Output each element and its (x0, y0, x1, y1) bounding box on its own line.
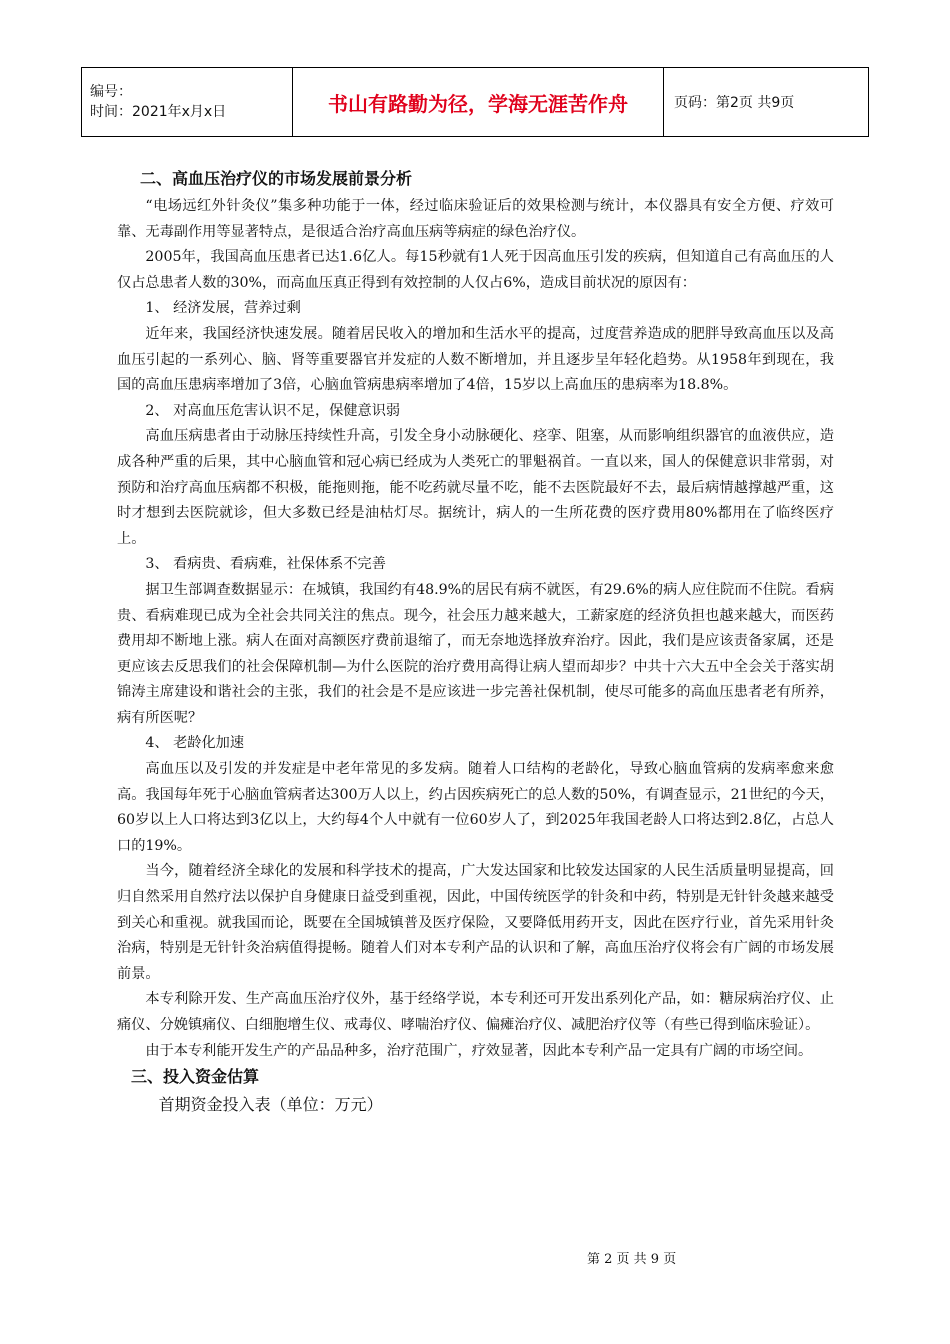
reason-2-text: 高血压病患者由于动脉压持续性升高，引发全身小动脉硬化、痉挛、阻塞，从而影响组织器官的血液供应，造成各种严重的后果，其中心脑血管和冠心病已经成为人类死亡的罪魁祸首。一直以来，国人的保健意识非常弱，对预防和治疗高血压病都不积极，能拖则拖，能不吃药就尽量不吃，能不去医院最好不去，最后病情越撑越严重，这时才想到去医院就诊，但大多数已经是油枯灯尽。据统计，病人的一生所花费的医疗费用80%都用在了临终医疗上。 (117, 428, 834, 547)
reason-3-text: 据卫生部调查数据显示：在城镇，我国约有48.9%的居民有病不就医，有29.6%的病人应住院而不住院。看病贵、看病难现已成为全社会共同关注的焦点。现今，社会压力越来越大，工薪家庭的经济负担也越来越大，而医药费用却不断地上涨。病人在面对高额医疗费前退缩了，而无奈地选择放弃治疗。因此，我们是应该责备家属，还是更应该去反思我们的社会保障机制—为什么医院的治疗费用高得让病人望而却步？中共十六大五中全会关于落实胡锦涛主席建设和谐社会的主张，我们的社会是不是应该进一步完善社保机制，使尽可能多的高血压患者老有所养，病有所医呢？ (117, 581, 834, 726)
paragraph-conclusion: 由于本专利能开发生产的产品品种多，治疗范围广，疗效显著，因此本专利产品一定具有广阔的市场空间。 (145, 1042, 813, 1059)
paragraph-global: 当今，随着经济全球化的发展和科学技术的提高，广大发达国家和比较发达国家的人民生活质量明显提高，回归自然采用自然疗法以保护自身健康日益受到重视，因此，中国传统医学的针灸和中药，特别是无针针灸越来越受到关心和重视。就我国而论，既要在全国城镇普及医疗保险，又要降低用药开支，因此在医疗行业，首先采用针灸治病，特别是无针针灸治病值得提畅。随着人们对本专利产品的认识和了解，高血压治疗仪将会有广阔的市场发展前景。 (117, 863, 834, 982)
header-table (81, 67, 869, 137)
header-left-cell (82, 68, 293, 137)
paragraph-intro: “电场远红外针灸仪”集多种功能于一体，经过临床验证后的效果检测与统计，本仪器具有安全方便、疗效可靠、无毒副作用等显著特点，是很适合治疗高血压病等病症的绿色治疗仪。 (117, 198, 834, 240)
footer-page-number: 第 2 页 共 9 页 (587, 1252, 677, 1267)
document-date-label: 时间：2021年x月x日 (90, 104, 227, 120)
section3-title: 三、投入资金估算 (131, 1067, 260, 1087)
paragraph-stats: 2005年，我国高血压患者已达1.6亿人。每15秒就有1人死于因高血压引发的疾病，但知道自己有高血压的人仅占总患者人数的30%，而高血压真正得到有效控制的人仅占6%，造成目前状况的原因有： (117, 249, 834, 291)
header-page-label: 页码：第2页 共9页 (664, 68, 869, 137)
document-number-label: 编号： (90, 84, 132, 100)
table-caption: 首期资金投入表（单位：万元） (158, 1095, 383, 1115)
document-body (117, 168, 834, 1118)
section2-title: 二、高血压治疗仪的市场发展前景分析 (140, 169, 413, 188)
reason-2-title: 2、 对高血压危害认识不足，保健意识弱 (145, 402, 401, 419)
reason-4-title: 4、 老龄化加速 (145, 735, 245, 752)
reason-1-text: 近年来，我国经济快速发展。随着居民收入的增加和生活水平的提高，过度营养造成的肥胖导致高血压以及高血压引起的一系列心、脑、肾等重要器官并发症的人数不断增加，并且逐步呈年轻化趋势。从1958年到现在，我国的高血压患病率增加了3倍，心脑血管病患病率增加了4倍，15岁以上高血压的患病率为18.8%。 (117, 325, 834, 394)
header-motto: 书山有路勤为径，学海无涯苦作舟 (293, 68, 664, 137)
reason-4-text: 高血压以及引发的并发症是中老年常见的多发病。随着人口结构的老龄化，导致心脑血管病的发病率愈来愈高。我国每年死于心脑血管病者达300万人以上，约占因疾病死亡的总人数的50%，有调查显示，21世纪的今天，60岁以上人口将达到3亿以上，大约每4个人中就有一位60岁人了，到2025年我国老龄人口将达到2.8亿，占总人口的19%。 (117, 761, 834, 854)
reason-3-title: 3、 看病贵、看病难，社保体系不完善 (145, 556, 386, 573)
reason-1-title: 1、 经济发展，营养过剩 (145, 300, 301, 317)
paragraph-series: 本专利除开发、生产高血压治疗仪外，基于经络学说，本专利还可开发出系列化产品，如：糖尿病治疗仪、止痛仪、分娩镇痛仪、白细胞增生仪、戒毒仪、哮喘治疗仪、偏瘫治疗仪、减肥治疗仪等（有些已得到临床验证）。 (117, 991, 834, 1033)
